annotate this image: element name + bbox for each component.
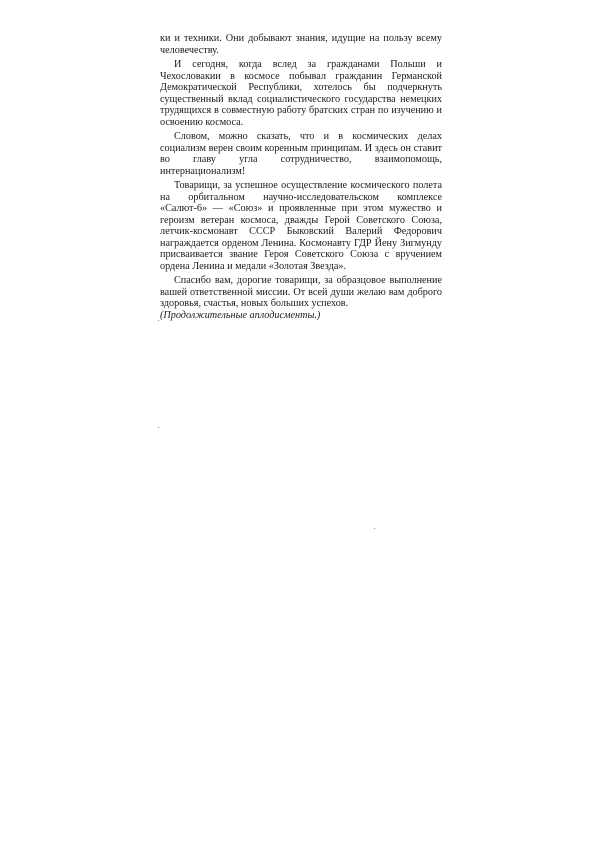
paragraph: Спасибо вам, дорогие товарищи, за образцовое выполнение вашей ответственной миссии. От всей души желаю вам доброго здоровья, счастья, новых больших успехов.	[160, 275, 442, 309]
scan-speck	[374, 528, 375, 529]
closing-remark: (Продолжительные аплодисменты.)	[160, 309, 321, 321]
page-text	[160, 33, 442, 324]
paragraph: И сегодня, когда вслед за гражданами Польши и Чехословакии в космосе побывал гражданин Германской Демократической Республики, хотелось бы подчеркнуть существенный вклад социалистического государства немецких трудящихся в совместную работу братских стран по изучению и освоению космоса.	[160, 59, 442, 128]
paragraph: Словом, можно сказать, что и в космических делах социализм верен своим коренным принципам. И здесь он ставит во главу угла сотрудничество, взаимопомощь, интернационализм!	[160, 131, 442, 177]
paragraph: Товарищи, за успешное осуществление космического полета на орбитальном научно-исследовательском комплексе «Салют-6» — «Союз» и проявленные при этом мужество и героизм ветеран космоса, дважды Герой Советского Союза, летчик-космонавт СССР Быковский Валерий Федорович награждается орденом Ленина. Космонавту ГДР Йену Зигмунду присваивается звание Героя Советского Союза с вручением ордена Ленина и медали «Золотая Звезда».	[160, 180, 442, 272]
paragraph: ки и техники. Они добывают знания, идущие на пользу всему человечеству.	[160, 33, 442, 56]
scan-speck	[158, 320, 159, 321]
scan-speck	[158, 427, 159, 428]
